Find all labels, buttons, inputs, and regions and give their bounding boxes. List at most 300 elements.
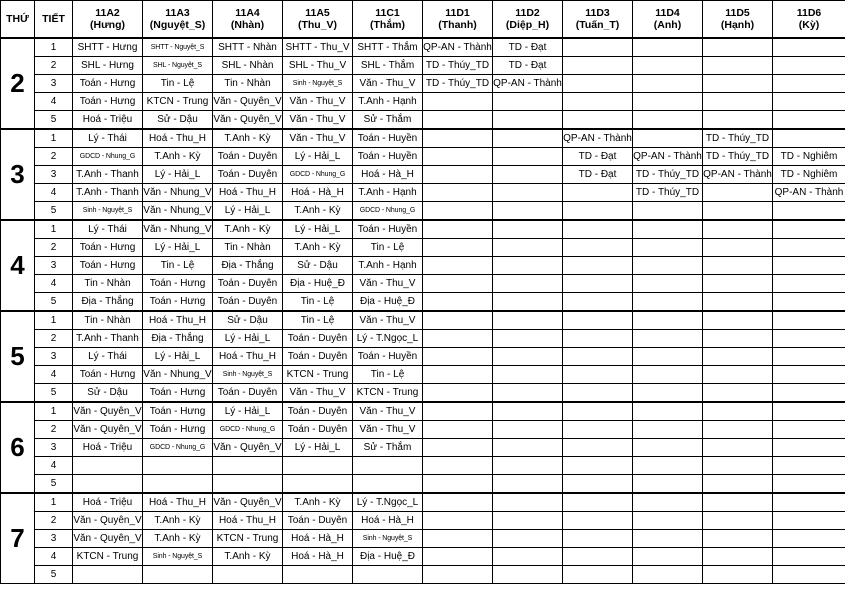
- lesson-cell: [423, 311, 493, 330]
- lesson-cell: [423, 548, 493, 566]
- lesson-cell: [213, 457, 283, 475]
- lesson-cell: Toán - Duyên: [283, 421, 353, 439]
- lesson-cell: Văn - Quyên_V: [73, 402, 143, 421]
- lesson-cell: TD - Nghiêm: [773, 148, 845, 166]
- lesson-cell: [423, 457, 493, 475]
- lesson-cell: [493, 184, 563, 202]
- lesson-cell: Hoá - Thu_H: [143, 311, 213, 330]
- period-number: 4: [35, 93, 73, 111]
- lesson-cell: [633, 402, 703, 421]
- lesson-cell: [773, 111, 845, 130]
- table-row: [1, 239, 845, 257]
- table-row: [1, 148, 845, 166]
- lesson-cell: T.Anh - Hạnh: [353, 93, 423, 111]
- lesson-cell: Sinh - Nguyệt_S: [73, 202, 143, 221]
- lesson-cell: [703, 512, 773, 530]
- lesson-cell: QP-AN - Thành: [633, 148, 703, 166]
- lesson-cell: [423, 366, 493, 384]
- table-row: [1, 439, 845, 457]
- period-number: 2: [35, 421, 73, 439]
- class-code: 11D3: [585, 7, 610, 19]
- lesson-cell: [493, 239, 563, 257]
- lesson-cell: [423, 293, 493, 312]
- lesson-cell: Địa - Thắng: [143, 330, 213, 348]
- lesson-cell: Toán - Hưng: [73, 366, 143, 384]
- period-number: 5: [35, 293, 73, 312]
- lesson-cell: TD - Thúy_TD: [703, 129, 773, 148]
- class-code: 11C1: [375, 7, 400, 19]
- lesson-cell: Sinh - Nguyệt_S: [353, 530, 423, 548]
- lesson-cell: [493, 275, 563, 293]
- lesson-cell: [633, 366, 703, 384]
- lesson-cell: SHTT - Nguyệt_S: [143, 38, 213, 57]
- lesson-cell: [773, 421, 845, 439]
- lesson-cell: Toán - Hưng: [143, 293, 213, 312]
- lesson-cell: [703, 402, 773, 421]
- class-header-11A3: [143, 1, 213, 39]
- period-number: 1: [35, 311, 73, 330]
- lesson-cell: KTCN - Trung: [143, 93, 213, 111]
- period-number: 3: [35, 257, 73, 275]
- lesson-cell: Toán - Huyền: [353, 348, 423, 366]
- class-code: 11A2: [95, 7, 120, 19]
- class-header-11C1: [353, 1, 423, 39]
- lesson-cell: [563, 512, 633, 530]
- lesson-cell: Sử - Dậu: [283, 257, 353, 275]
- lesson-cell: QP-AN - Thành: [423, 38, 493, 57]
- lesson-cell: [773, 93, 845, 111]
- lesson-cell: T.Anh - Kỳ: [143, 148, 213, 166]
- lesson-cell: TD - Thúy_TD: [633, 166, 703, 184]
- lesson-cell: Tin - Nhàn: [73, 311, 143, 330]
- lesson-cell: [773, 38, 845, 57]
- lesson-cell: T.Anh - Thanh: [73, 184, 143, 202]
- lesson-cell: [633, 548, 703, 566]
- lesson-cell: [423, 530, 493, 548]
- lesson-cell: [773, 311, 845, 330]
- period-number: 5: [35, 475, 73, 494]
- lesson-cell: [773, 566, 845, 584]
- lesson-cell: T.Anh - Kỳ: [213, 548, 283, 566]
- lesson-cell: Văn - Thu_V: [283, 93, 353, 111]
- lesson-cell: Hoá - Hà_H: [353, 166, 423, 184]
- class-code: 11D6: [796, 7, 822, 19]
- table-row: [1, 184, 845, 202]
- class-code: 11A3: [165, 7, 190, 19]
- table-row: [1, 38, 845, 57]
- lesson-cell: [703, 530, 773, 548]
- table-row: [1, 512, 845, 530]
- table-row: [1, 330, 845, 348]
- lesson-cell: Toán - Hưng: [143, 421, 213, 439]
- lesson-cell: TD - Nghiêm: [773, 166, 845, 184]
- lesson-cell: Văn - Thu_V: [353, 75, 423, 93]
- lesson-cell: [633, 330, 703, 348]
- lesson-cell: Hoá - Thu_H: [213, 184, 283, 202]
- lesson-cell: Lý - Thái: [73, 220, 143, 239]
- lesson-cell: [773, 439, 845, 457]
- lesson-cell: Địa - Huệ_Đ: [353, 548, 423, 566]
- lesson-cell: [633, 275, 703, 293]
- lesson-cell: [423, 566, 493, 584]
- lesson-cell: Sử - Dậu: [143, 111, 213, 130]
- lesson-cell: [703, 111, 773, 130]
- period-number: 1: [35, 402, 73, 421]
- lesson-cell: [773, 220, 845, 239]
- lesson-cell: [633, 530, 703, 548]
- lesson-cell: [213, 475, 283, 494]
- lesson-cell: T.Anh - Kỳ: [143, 530, 213, 548]
- homeroom-teacher: (Thắm): [370, 19, 405, 31]
- lesson-cell: [773, 457, 845, 475]
- lesson-cell: TD - Thúy_TD: [423, 75, 493, 93]
- lesson-cell: [633, 202, 703, 221]
- lesson-cell: SHTT - Thu_V: [283, 38, 353, 57]
- lesson-cell: Văn - Thu_V: [283, 111, 353, 130]
- lesson-cell: Văn - Thu_V: [353, 311, 423, 330]
- lesson-cell: Sử - Thắm: [353, 439, 423, 457]
- lesson-cell: SHTT - Thắm: [353, 38, 423, 57]
- lesson-cell: Toán - Duyên: [283, 348, 353, 366]
- class-code: 11D1: [445, 7, 470, 19]
- lesson-cell: TD - Đạt: [493, 57, 563, 75]
- lesson-cell: [563, 439, 633, 457]
- lesson-cell: Toán - Hưng: [143, 402, 213, 421]
- lesson-cell: Sinh - Nguyệt_S: [143, 548, 213, 566]
- period-column-header: TIẾT: [35, 1, 73, 39]
- lesson-cell: [773, 384, 845, 403]
- lesson-cell: Văn - Thu_V: [283, 129, 353, 148]
- lesson-cell: [493, 439, 563, 457]
- lesson-cell: SHL - Thắm: [353, 57, 423, 75]
- lesson-cell: [563, 293, 633, 312]
- lesson-cell: T.Anh - Thanh: [73, 330, 143, 348]
- class-header-11D2: [493, 1, 563, 39]
- table-row: [1, 202, 845, 221]
- lesson-cell: [633, 384, 703, 403]
- lesson-cell: [563, 257, 633, 275]
- lesson-cell: [773, 129, 845, 148]
- lesson-cell: TD - Thúy_TD: [703, 148, 773, 166]
- period-number: 2: [35, 512, 73, 530]
- lesson-cell: [703, 311, 773, 330]
- lesson-cell: Địa - Huệ_Đ: [283, 275, 353, 293]
- lesson-cell: Văn - Quyên_V: [213, 439, 283, 457]
- lesson-cell: [423, 402, 493, 421]
- lesson-cell: [773, 293, 845, 312]
- lesson-cell: [563, 457, 633, 475]
- lesson-cell: Sử - Dậu: [213, 311, 283, 330]
- lesson-cell: [493, 257, 563, 275]
- class-header-11D6: [773, 1, 845, 39]
- lesson-cell: TD - Đạt: [563, 148, 633, 166]
- lesson-cell: [703, 439, 773, 457]
- lesson-cell: [423, 202, 493, 221]
- lesson-cell: Hoá - Thu_H: [143, 493, 213, 512]
- period-number: 3: [35, 439, 73, 457]
- class-header-11A5: [283, 1, 353, 39]
- lesson-cell: QP-AN - Thành: [563, 129, 633, 148]
- day-label: 4: [1, 220, 35, 311]
- period-number: 3: [35, 348, 73, 366]
- lesson-cell: Lý - Hải_L: [283, 148, 353, 166]
- lesson-cell: [563, 57, 633, 75]
- lesson-cell: GDCD - Nhung_G: [143, 439, 213, 457]
- lesson-cell: Văn - Nhung_V: [143, 184, 213, 202]
- lesson-cell: [283, 566, 353, 584]
- period-number: 5: [35, 566, 73, 584]
- lesson-cell: Tin - Lệ: [143, 75, 213, 93]
- lesson-cell: [633, 129, 703, 148]
- lesson-cell: Toán - Duyên: [283, 512, 353, 530]
- lesson-cell: Tin - Lệ: [143, 257, 213, 275]
- lesson-cell: [773, 548, 845, 566]
- lesson-cell: T.Anh - Kỳ: [283, 202, 353, 221]
- lesson-cell: Văn - Quyên_V: [213, 493, 283, 512]
- lesson-cell: GDCD - Nhung_G: [213, 421, 283, 439]
- lesson-cell: [423, 93, 493, 111]
- lesson-cell: [493, 457, 563, 475]
- lesson-cell: [73, 475, 143, 494]
- homeroom-teacher: (Hưng): [89, 19, 125, 31]
- table-row: [1, 220, 845, 239]
- period-number: 4: [35, 184, 73, 202]
- lesson-cell: Văn - Quyên_V: [73, 530, 143, 548]
- lesson-cell: Văn - Nhung_V: [143, 202, 213, 221]
- period-number: 3: [35, 75, 73, 93]
- lesson-cell: [633, 38, 703, 57]
- lesson-cell: [703, 366, 773, 384]
- lesson-cell: T.Anh - Hạnh: [353, 184, 423, 202]
- lesson-cell: SHTT - Hưng: [73, 38, 143, 57]
- lesson-cell: Toán - Huyền: [353, 129, 423, 148]
- lesson-cell: [703, 457, 773, 475]
- lesson-cell: [423, 111, 493, 130]
- lesson-cell: Hoá - Triệu: [73, 439, 143, 457]
- table-row: [1, 57, 845, 75]
- lesson-cell: [703, 475, 773, 494]
- class-header-11A2: [73, 1, 143, 39]
- lesson-cell: [353, 475, 423, 494]
- lesson-cell: [773, 512, 845, 530]
- table-row: [1, 348, 845, 366]
- lesson-cell: T.Anh - Kỳ: [143, 512, 213, 530]
- lesson-cell: [703, 384, 773, 403]
- lesson-cell: SHL - Hưng: [73, 57, 143, 75]
- lesson-cell: [773, 330, 845, 348]
- lesson-cell: SHL - Nguyệt_S: [143, 57, 213, 75]
- lesson-cell: [493, 548, 563, 566]
- lesson-cell: [563, 384, 633, 403]
- lesson-cell: QP-AN - Thành: [773, 184, 845, 202]
- class-header-11D1: [423, 1, 493, 39]
- lesson-cell: [423, 257, 493, 275]
- period-number: 3: [35, 530, 73, 548]
- lesson-cell: Văn - Thu_V: [353, 402, 423, 421]
- lesson-cell: Tin - Lệ: [283, 311, 353, 330]
- lesson-cell: [773, 275, 845, 293]
- lesson-cell: [423, 129, 493, 148]
- lesson-cell: [493, 566, 563, 584]
- lesson-cell: [493, 512, 563, 530]
- lesson-cell: [563, 475, 633, 494]
- lesson-cell: [493, 129, 563, 148]
- period-number: 5: [35, 111, 73, 130]
- lesson-cell: Hoá - Thu_H: [213, 512, 283, 530]
- lesson-cell: [493, 111, 563, 130]
- lesson-cell: Tin - Lệ: [353, 366, 423, 384]
- period-number: 1: [35, 38, 73, 57]
- lesson-cell: [493, 202, 563, 221]
- lesson-cell: Sử - Thắm: [353, 111, 423, 130]
- lesson-cell: Văn - Thu_V: [353, 421, 423, 439]
- lesson-cell: Lý - Hải_L: [143, 348, 213, 366]
- lesson-cell: Hoá - Hà_H: [283, 548, 353, 566]
- lesson-cell: [633, 475, 703, 494]
- lesson-cell: [493, 493, 563, 512]
- lesson-cell: [563, 239, 633, 257]
- lesson-cell: [633, 220, 703, 239]
- lesson-cell: Lý - T.Ngọc_L: [353, 330, 423, 348]
- class-code: 11D4: [655, 7, 680, 19]
- table-row: [1, 530, 845, 548]
- lesson-cell: KTCN - Trung: [353, 384, 423, 403]
- lesson-cell: [563, 421, 633, 439]
- lesson-cell: [493, 293, 563, 312]
- day-label: 2: [1, 38, 35, 129]
- lesson-cell: [703, 57, 773, 75]
- class-code: 11A4: [235, 7, 260, 19]
- lesson-cell: [423, 475, 493, 494]
- lesson-cell: Tin - Lệ: [353, 239, 423, 257]
- lesson-cell: [773, 366, 845, 384]
- lesson-cell: GDCD - Nhung_G: [353, 202, 423, 221]
- day-label: 6: [1, 402, 35, 493]
- lesson-cell: Toán - Huyền: [353, 220, 423, 239]
- lesson-cell: Toán - Duyên: [213, 166, 283, 184]
- lesson-cell: Địa - Thắng: [213, 257, 283, 275]
- lesson-cell: [493, 93, 563, 111]
- homeroom-teacher: (Nhàn): [230, 19, 265, 31]
- lesson-cell: Toán - Hưng: [73, 75, 143, 93]
- lesson-cell: [493, 402, 563, 421]
- homeroom-teacher: (Tuấn_T): [575, 19, 620, 31]
- lesson-cell: Văn - Nhung_V: [143, 366, 213, 384]
- table-row: [1, 166, 845, 184]
- lesson-cell: Địa - Huệ_Đ: [353, 293, 423, 312]
- lesson-cell: [563, 275, 633, 293]
- lesson-cell: T.Anh - Thanh: [73, 166, 143, 184]
- lesson-cell: [493, 366, 563, 384]
- lesson-cell: [773, 57, 845, 75]
- lesson-cell: [493, 384, 563, 403]
- lesson-cell: [423, 184, 493, 202]
- lesson-cell: [633, 293, 703, 312]
- class-header-11D4: [633, 1, 703, 39]
- lesson-cell: [563, 202, 633, 221]
- lesson-cell: [703, 275, 773, 293]
- period-number: 4: [35, 366, 73, 384]
- lesson-cell: [703, 239, 773, 257]
- table-row: [1, 475, 845, 494]
- table-row: [1, 566, 845, 584]
- lesson-cell: [493, 530, 563, 548]
- lesson-cell: [773, 202, 845, 221]
- lesson-cell: [773, 75, 845, 93]
- homeroom-teacher: (Thanh): [438, 19, 477, 31]
- lesson-cell: TD - Thúy_TD: [633, 184, 703, 202]
- lesson-cell: T.Anh - Kỳ: [283, 493, 353, 512]
- lesson-cell: Toán - Hưng: [143, 275, 213, 293]
- lesson-cell: QP-AN - Thành: [703, 166, 773, 184]
- lesson-cell: Hoá - Hà_H: [353, 512, 423, 530]
- lesson-cell: [283, 475, 353, 494]
- lesson-cell: Tin - Nhàn: [73, 275, 143, 293]
- homeroom-teacher: (Diệp_H): [505, 19, 550, 31]
- lesson-cell: Văn - Thu_V: [353, 275, 423, 293]
- lesson-cell: Toán - Duyên: [213, 384, 283, 403]
- lesson-cell: [703, 75, 773, 93]
- lesson-cell: SHL - Thu_V: [283, 57, 353, 75]
- lesson-cell: [563, 402, 633, 421]
- period-number: 1: [35, 493, 73, 512]
- lesson-cell: [423, 439, 493, 457]
- lesson-cell: [773, 475, 845, 494]
- lesson-cell: Sinh - Nguyệt_S: [213, 366, 283, 384]
- period-number: 4: [35, 275, 73, 293]
- table-row: [1, 111, 845, 130]
- table-row: [1, 129, 845, 148]
- lesson-cell: [633, 493, 703, 512]
- lesson-cell: Hoá - Hà_H: [283, 530, 353, 548]
- class-header-11A4: [213, 1, 283, 39]
- day-label: 3: [1, 129, 35, 220]
- lesson-cell: [703, 184, 773, 202]
- timetable-body: [1, 38, 845, 584]
- class-header-11D5: [703, 1, 773, 39]
- lesson-cell: [563, 111, 633, 130]
- lesson-cell: Văn - Thu_V: [283, 384, 353, 403]
- lesson-cell: GDCD - Nhung_G: [73, 148, 143, 166]
- lesson-cell: [703, 220, 773, 239]
- lesson-cell: [563, 366, 633, 384]
- lesson-cell: Hoá - Thu_H: [143, 129, 213, 148]
- lesson-cell: [563, 530, 633, 548]
- period-number: 2: [35, 330, 73, 348]
- lesson-cell: [423, 330, 493, 348]
- lesson-cell: [703, 348, 773, 366]
- class-code: 11A5: [305, 7, 330, 19]
- lesson-cell: [563, 311, 633, 330]
- lesson-cell: Toán - Hưng: [143, 384, 213, 403]
- lesson-cell: [773, 239, 845, 257]
- lesson-cell: Lý - Hải_L: [143, 166, 213, 184]
- lesson-cell: Toán - Duyên: [283, 330, 353, 348]
- lesson-cell: [563, 330, 633, 348]
- table-row: [1, 93, 845, 111]
- table-row: [1, 402, 845, 421]
- lesson-cell: Toán - Duyên: [283, 402, 353, 421]
- lesson-cell: Tin - Nhàn: [213, 75, 283, 93]
- lesson-cell: Lý - Thái: [73, 129, 143, 148]
- lesson-cell: TD - Đạt: [493, 38, 563, 57]
- period-number: 4: [35, 548, 73, 566]
- lesson-cell: [563, 38, 633, 57]
- lesson-cell: [563, 75, 633, 93]
- lesson-cell: Văn - Quyên_V: [213, 111, 283, 130]
- lesson-cell: Địa - Thắng: [73, 293, 143, 312]
- lesson-cell: TD - Thúy_TD: [423, 57, 493, 75]
